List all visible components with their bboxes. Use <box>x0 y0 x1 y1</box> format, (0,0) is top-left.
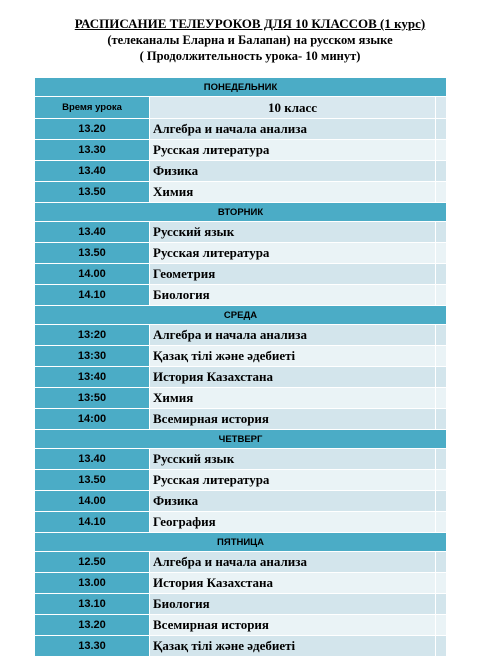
lesson-end-cell <box>436 512 447 533</box>
lesson-subject: Физика <box>150 161 436 182</box>
lesson-row <box>35 325 447 346</box>
lesson-subject: Геометрия <box>150 264 436 285</box>
document-header <box>0 16 500 64</box>
lesson-row <box>35 161 447 182</box>
lesson-subject: Всемирная история <box>150 409 436 430</box>
lesson-row <box>35 119 447 140</box>
lesson-end-cell <box>436 491 447 512</box>
lesson-time: 13.40 <box>35 161 150 182</box>
lesson-time: 13.50 <box>35 243 150 264</box>
lesson-time: 13.30 <box>35 140 150 161</box>
lesson-end-cell <box>436 552 447 573</box>
lesson-end-cell <box>436 470 447 491</box>
lesson-time: 14.10 <box>35 512 150 533</box>
page-subtitle: (телеканалы Еларна и Балапан) на русском языке <box>107 33 393 47</box>
lesson-subject: Химия <box>150 388 436 409</box>
day-header-row <box>35 203 447 222</box>
lesson-row <box>35 346 447 367</box>
lesson-time: 13.40 <box>35 449 150 470</box>
day-header-row <box>35 306 447 325</box>
day-name: ПОНЕДЕЛЬНИК <box>35 78 447 97</box>
lesson-subject: Физика <box>150 491 436 512</box>
day-name: ЧЕТВЕРГ <box>35 430 447 449</box>
class-column-header: 10 класс <box>150 97 436 119</box>
lesson-subject: Қазақ тілі және әдебиеті <box>150 636 436 657</box>
lesson-end-cell <box>436 119 447 140</box>
lesson-end-cell <box>436 388 447 409</box>
lesson-time: 13:20 <box>35 325 150 346</box>
lesson-time: 14.10 <box>35 285 150 306</box>
lesson-row <box>35 594 447 615</box>
lesson-time: 13:50 <box>35 388 150 409</box>
lesson-row <box>35 388 447 409</box>
lesson-subject: Всемирная история <box>150 615 436 636</box>
lesson-time: 13.20 <box>35 615 150 636</box>
lesson-time: 13.00 <box>35 573 150 594</box>
lesson-time: 13.20 <box>35 119 150 140</box>
lesson-end-cell <box>436 615 447 636</box>
lesson-end-cell <box>436 409 447 430</box>
lesson-subject: Қазақ тілі және әдебиеті <box>150 346 436 367</box>
lesson-row <box>35 285 447 306</box>
lesson-time: 13:30 <box>35 346 150 367</box>
lesson-end-cell <box>436 367 447 388</box>
lesson-subject: История Казахстана <box>150 573 436 594</box>
header-end-cell <box>436 97 447 119</box>
schedule-table <box>34 77 447 657</box>
lesson-subject: Алгебра и начала анализа <box>150 552 436 573</box>
lesson-time: 14:00 <box>35 409 150 430</box>
lesson-end-cell <box>436 161 447 182</box>
lesson-end-cell <box>436 140 447 161</box>
lesson-row <box>35 615 447 636</box>
lesson-end-cell <box>436 243 447 264</box>
lesson-time: 13.30 <box>35 636 150 657</box>
lesson-row <box>35 552 447 573</box>
day-header-row <box>35 78 447 97</box>
lesson-row <box>35 243 447 264</box>
lesson-end-cell <box>436 285 447 306</box>
lesson-time: 13.10 <box>35 594 150 615</box>
lesson-end-cell <box>436 325 447 346</box>
lesson-row <box>35 409 447 430</box>
lesson-subject: Химия <box>150 182 436 203</box>
day-name: ПЯТНИЦА <box>35 533 447 552</box>
day-name: ВТОРНИК <box>35 203 447 222</box>
lesson-row <box>35 182 447 203</box>
lesson-subject: Русская литература <box>150 243 436 264</box>
lesson-time: 14.00 <box>35 264 150 285</box>
lesson-time: 13:40 <box>35 367 150 388</box>
lesson-time: 13.50 <box>35 470 150 491</box>
lesson-end-cell <box>436 182 447 203</box>
lesson-time: 13.40 <box>35 222 150 243</box>
lesson-end-cell <box>436 636 447 657</box>
lesson-row <box>35 636 447 657</box>
lesson-row <box>35 491 447 512</box>
lesson-subject: Алгебра и начала анализа <box>150 119 436 140</box>
lesson-row <box>35 222 447 243</box>
lesson-subject: Биология <box>150 285 436 306</box>
lesson-row <box>35 140 447 161</box>
day-name: СРЕДА <box>35 306 447 325</box>
day-header-row <box>35 533 447 552</box>
lesson-subject: Алгебра и начала анализа <box>150 325 436 346</box>
lesson-subject: Русская литература <box>150 470 436 491</box>
lesson-duration-note: ( Продолжительность урока- 10 минут) <box>139 49 361 63</box>
lesson-end-cell <box>436 594 447 615</box>
lesson-end-cell <box>436 222 447 243</box>
lesson-row <box>35 573 447 594</box>
lesson-row <box>35 449 447 470</box>
time-column-header: Время урока <box>35 97 150 119</box>
lesson-time: 13.50 <box>35 182 150 203</box>
schedule-body <box>35 78 447 657</box>
lesson-row <box>35 512 447 533</box>
lesson-time: 14.00 <box>35 491 150 512</box>
lesson-subject: Русский язык <box>150 222 436 243</box>
lesson-subject: География <box>150 512 436 533</box>
lesson-subject: История Казахстана <box>150 367 436 388</box>
lesson-row <box>35 470 447 491</box>
lesson-row <box>35 367 447 388</box>
lesson-end-cell <box>436 449 447 470</box>
lesson-row <box>35 264 447 285</box>
lesson-end-cell <box>436 573 447 594</box>
lesson-subject: Биология <box>150 594 436 615</box>
lesson-subject: Русский язык <box>150 449 436 470</box>
lesson-subject: Русская литература <box>150 140 436 161</box>
lesson-end-cell <box>436 264 447 285</box>
lesson-end-cell <box>436 346 447 367</box>
day-header-row <box>35 430 447 449</box>
lesson-time: 12.50 <box>35 552 150 573</box>
column-header-row <box>35 97 447 119</box>
page-title: РАСПИСАНИЕ ТЕЛЕУРОКОВ ДЛЯ 10 КЛАССОВ (1 курс) <box>74 16 426 31</box>
